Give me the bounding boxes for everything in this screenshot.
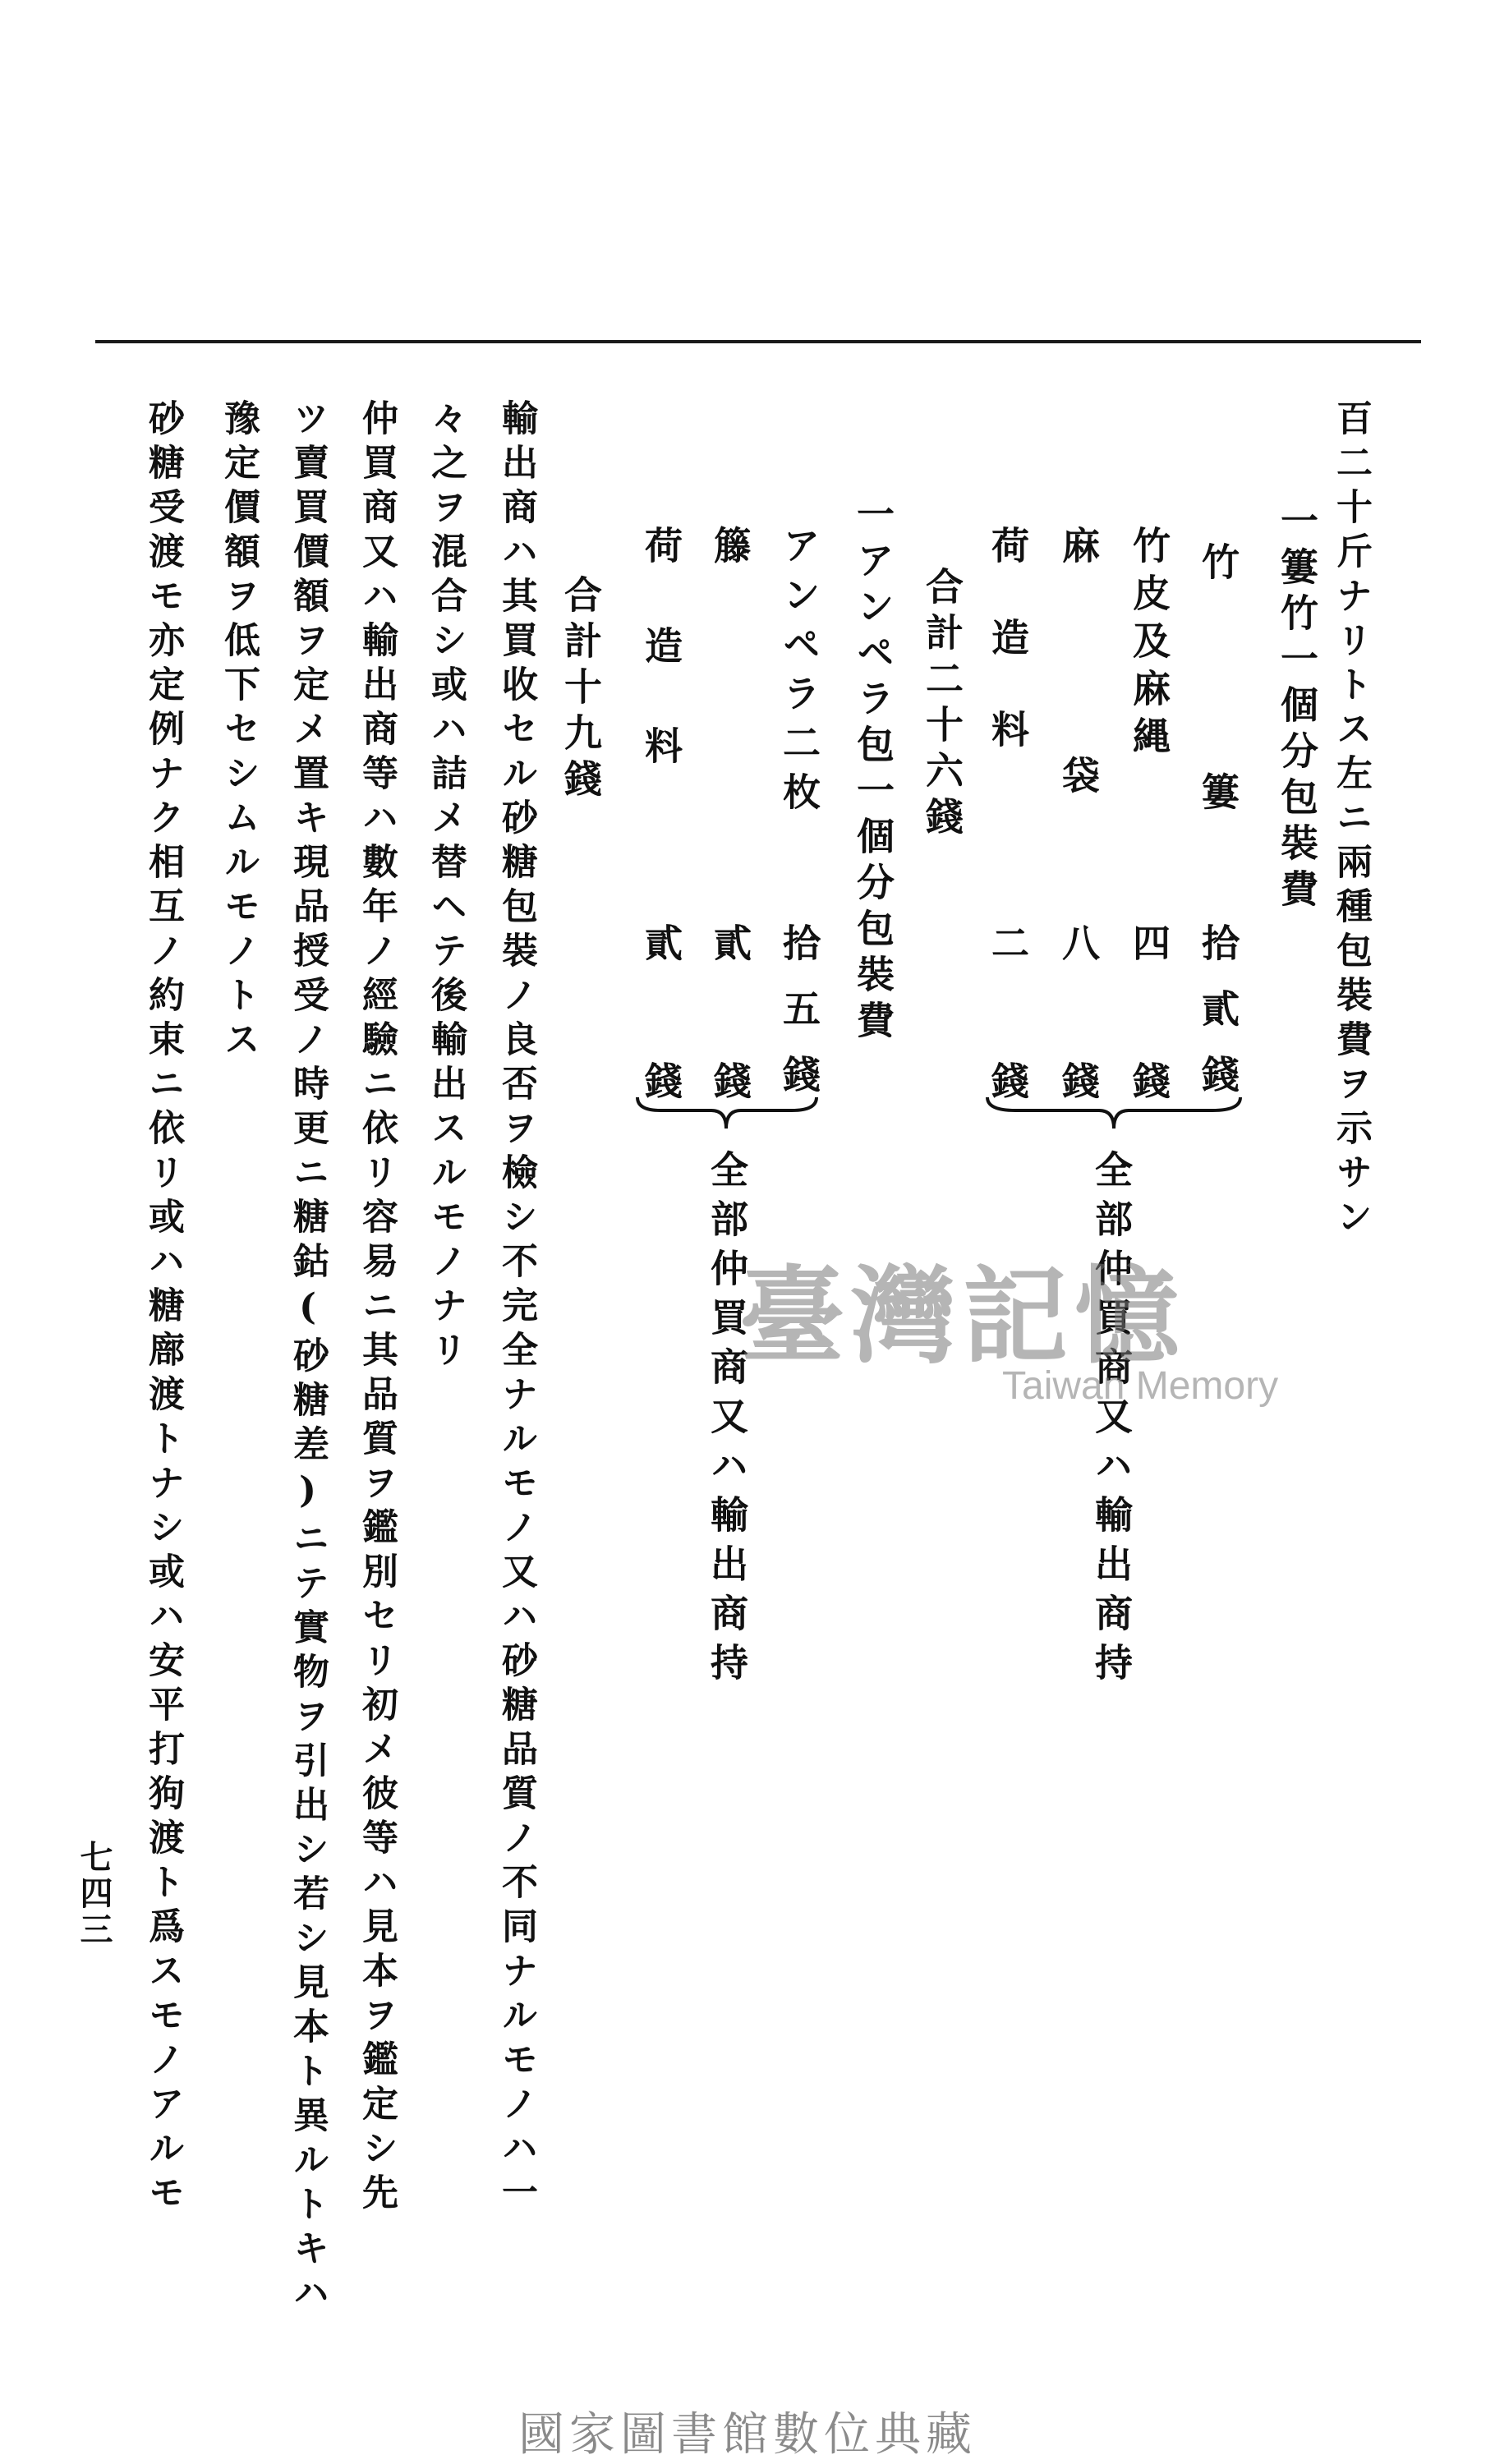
section2-row-item: 荷造料 bbox=[639, 526, 683, 826]
section2-row-value: 貳 錢 bbox=[708, 923, 752, 1127]
section2-row-value: 拾五錢 bbox=[777, 923, 821, 1120]
section1-row-item: 荷造料 bbox=[986, 526, 1030, 802]
watermark-en: Taiwan Memory bbox=[1002, 1364, 1279, 1408]
paragraph-line: 々之ヲ混合シ或ハ詰メ替ヘテ後輸出スルモノナリ bbox=[425, 399, 467, 1375]
paragraph-line: ツ賣買價額ヲ定メ置キ現品授受ノ時更ニ糖鈷(砂糖差)ニテ實物ヲ引出シ若シ見本ト異ルトキハ bbox=[287, 399, 329, 2318]
paragraph-line: 輸出商ハ其買收セル砂糖包裝ノ良否ヲ檢シ不完全ナルモノ又ハ砂糖品質ノ不同ナルモノハ一 bbox=[495, 399, 537, 2218]
paragraph-line: 砂糖受渡モ亦定例ナク相互ノ約束ニ依リ或ハ糖廍渡トナシ或ハ安平打狗渡ト爲スモノアルモ bbox=[142, 399, 184, 2218]
section2-heading: 一アンペラ包一個分包裝費 bbox=[851, 494, 895, 1046]
section1-heading: 一簍竹一個分包裝費 bbox=[1275, 501, 1319, 915]
watermark-cn: 臺灣記憶 bbox=[739, 1255, 1187, 1378]
section2-total: 合計十九錢 bbox=[559, 575, 603, 805]
section2-row-item: アンペラ二枚 bbox=[777, 526, 821, 821]
section1-row-item: 竹皮及麻縄 bbox=[1127, 526, 1171, 764]
section1-row-item: 麻 袋 bbox=[1056, 526, 1101, 867]
watermark-logo bbox=[739, 1232, 1279, 1429]
section1-brace bbox=[982, 1092, 1245, 1137]
paragraph-line: 仲買商又ハ輸出商等ハ數年ノ經驗ニ依リ容易ニ其品質ヲ鑑別セリ初メ彼等ハ見本ヲ鑑定シ先 bbox=[356, 399, 398, 2218]
section2-note: 全部仲買商又ハ輸出商持 bbox=[705, 1150, 749, 1692]
top-rule bbox=[95, 340, 1421, 343]
section1-row-value: 拾貳錢 bbox=[1196, 923, 1240, 1120]
intro-line: 百二十斤ナリトス左ニ兩種包裝費ヲ示サン bbox=[1330, 399, 1372, 1242]
section1-row-value: 二 錢 bbox=[986, 923, 1030, 1127]
section1-row-value: 八 錢 bbox=[1056, 923, 1101, 1127]
section1-row-item: 竹 簍 bbox=[1196, 542, 1240, 884]
section1-note: 全部仲買商又ハ輸出商持 bbox=[1089, 1150, 1134, 1692]
section2-row-item: 籐 bbox=[708, 526, 752, 563]
section2-brace bbox=[632, 1092, 821, 1137]
section1-total: 合計二十六錢 bbox=[920, 567, 964, 843]
page-number: 七四三 bbox=[75, 1840, 113, 1948]
section2-row-value: 貳 錢 bbox=[639, 923, 683, 1127]
paragraph-line: 豫定價額ヲ低下セシムルモノトス bbox=[218, 399, 260, 1064]
section1-row-value: 四 錢 bbox=[1127, 923, 1171, 1127]
archive-footer: 國家圖書館數位典藏 bbox=[518, 2408, 977, 2462]
